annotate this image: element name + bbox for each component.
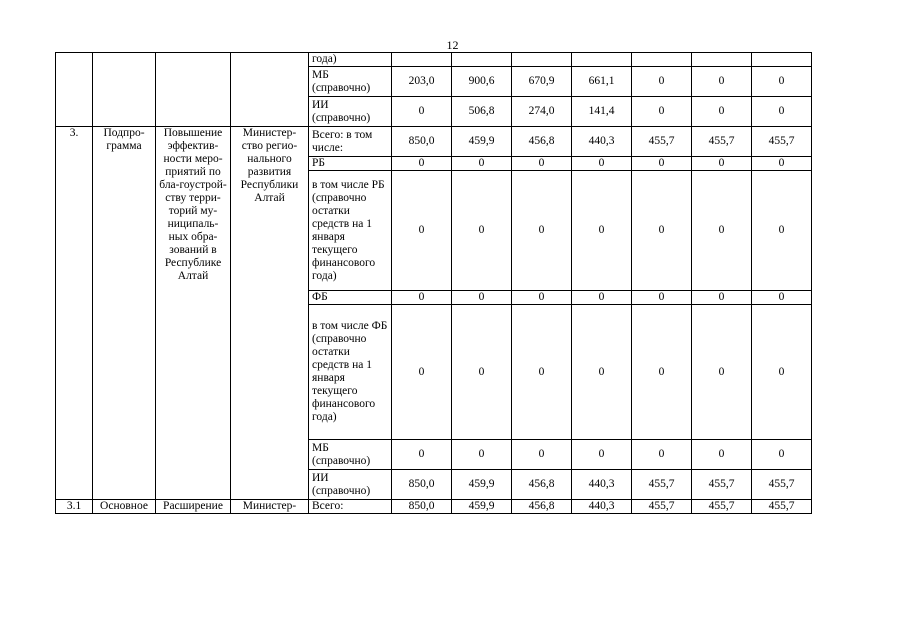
value-cell: 0 — [452, 157, 512, 171]
value-cell: 456,8 — [512, 500, 572, 514]
value-cell: 0 — [692, 440, 752, 470]
value-cell: 670,9 — [512, 67, 572, 97]
source-label: МБ (справочно) — [309, 67, 392, 97]
value-cell: 0 — [392, 97, 452, 127]
value-cell: 0 — [452, 291, 512, 305]
value-cell: 0 — [632, 291, 692, 305]
value-cell: 455,7 — [692, 500, 752, 514]
value-cell — [692, 53, 752, 67]
row-type: Подпро-грамма — [93, 127, 156, 500]
empty-cell — [231, 53, 309, 127]
source-label: ИИ (справочно) — [309, 470, 392, 500]
value-cell: 0 — [572, 291, 632, 305]
row-executor: Министер-ство регио-нального развития Республики Алтай — [231, 127, 309, 500]
value-cell: 455,7 — [632, 500, 692, 514]
value-cell: 0 — [692, 291, 752, 305]
table-row — [56, 127, 812, 157]
value-cell: 0 — [692, 171, 752, 291]
row-name: Повышение эффектив-ности меро-приятий по бла-гоустрой-ству терри-торий му-ниципаль-ных обра-зований в Республике Алтай — [156, 127, 231, 500]
source-label: года) — [309, 53, 392, 67]
value-cell: 0 — [752, 291, 812, 305]
value-cell: 0 — [392, 305, 452, 440]
source-label: в том числе РБ (справочно остатки средств на 1 января текущего финансового года) — [309, 171, 392, 291]
budget-table — [55, 52, 812, 514]
source-label: в том числе ФБ (справочно остатки средств на 1 января текущего финансового года) — [309, 305, 392, 440]
empty-cell — [93, 53, 156, 127]
value-cell: 0 — [452, 305, 512, 440]
row-type: Основное — [93, 500, 156, 514]
value-cell: 0 — [632, 171, 692, 291]
value-cell: 455,7 — [752, 470, 812, 500]
value-cell — [392, 53, 452, 67]
value-cell: 0 — [572, 305, 632, 440]
value-cell: 0 — [632, 440, 692, 470]
value-cell: 0 — [692, 97, 752, 127]
value-cell: 455,7 — [632, 470, 692, 500]
empty-cell — [56, 53, 93, 127]
value-cell: 0 — [512, 291, 572, 305]
value-cell: 0 — [512, 157, 572, 171]
empty-cell — [156, 53, 231, 127]
source-label: Всего: — [309, 500, 392, 514]
value-cell: 0 — [512, 440, 572, 470]
value-cell: 455,7 — [692, 470, 752, 500]
value-cell: 0 — [692, 67, 752, 97]
value-cell: 0 — [752, 171, 812, 291]
value-cell: 0 — [632, 67, 692, 97]
row-number: 3.1 — [56, 500, 93, 514]
value-cell: 459,9 — [452, 470, 512, 500]
table-row — [56, 53, 812, 67]
value-cell: 0 — [392, 157, 452, 171]
value-cell: 0 — [752, 97, 812, 127]
value-cell: 0 — [752, 67, 812, 97]
value-cell: 0 — [692, 157, 752, 171]
source-label: МБ (справочно) — [309, 440, 392, 470]
value-cell: 459,9 — [452, 127, 512, 157]
value-cell: 455,7 — [752, 127, 812, 157]
value-cell: 0 — [512, 171, 572, 291]
value-cell: 0 — [572, 157, 632, 171]
value-cell — [452, 53, 512, 67]
value-cell: 850,0 — [392, 127, 452, 157]
source-label: Всего: в том числе: — [309, 127, 392, 157]
value-cell: 850,0 — [392, 470, 452, 500]
value-cell: 0 — [452, 171, 512, 291]
source-label: РБ — [309, 157, 392, 171]
value-cell: 455,7 — [752, 500, 812, 514]
value-cell: 456,8 — [512, 127, 572, 157]
value-cell: 0 — [632, 97, 692, 127]
row-number: 3. — [56, 127, 93, 500]
value-cell: 455,7 — [632, 127, 692, 157]
value-cell: 440,3 — [572, 127, 632, 157]
value-cell: 0 — [752, 305, 812, 440]
row-executor: Министер- — [231, 500, 309, 514]
value-cell — [632, 53, 692, 67]
value-cell: 0 — [452, 440, 512, 470]
value-cell: 850,0 — [392, 500, 452, 514]
value-cell: 0 — [752, 440, 812, 470]
value-cell — [752, 53, 812, 67]
value-cell: 456,8 — [512, 470, 572, 500]
value-cell: 0 — [692, 305, 752, 440]
row-name: Расширение — [156, 500, 231, 514]
value-cell: 0 — [392, 171, 452, 291]
value-cell: 440,3 — [572, 470, 632, 500]
value-cell: 661,1 — [572, 67, 632, 97]
value-cell: 459,9 — [452, 500, 512, 514]
value-cell: 0 — [752, 157, 812, 171]
value-cell: 141,4 — [572, 97, 632, 127]
table-body — [56, 53, 812, 514]
value-cell: 455,7 — [692, 127, 752, 157]
value-cell: 0 — [392, 440, 452, 470]
value-cell: 203,0 — [392, 67, 452, 97]
value-cell: 274,0 — [512, 97, 572, 127]
value-cell: 900,6 — [452, 67, 512, 97]
table-row — [56, 500, 812, 514]
value-cell: 440,3 — [572, 500, 632, 514]
value-cell: 0 — [572, 440, 632, 470]
value-cell: 506,8 — [452, 97, 512, 127]
value-cell: 0 — [632, 157, 692, 171]
value-cell: 0 — [512, 305, 572, 440]
page-number: 12 — [446, 38, 459, 52]
value-cell: 0 — [632, 305, 692, 440]
value-cell — [512, 53, 572, 67]
value-cell: 0 — [392, 291, 452, 305]
value-cell: 0 — [572, 171, 632, 291]
value-cell — [572, 53, 632, 67]
source-label: ФБ — [309, 291, 392, 305]
source-label: ИИ (справочно) — [309, 97, 392, 127]
